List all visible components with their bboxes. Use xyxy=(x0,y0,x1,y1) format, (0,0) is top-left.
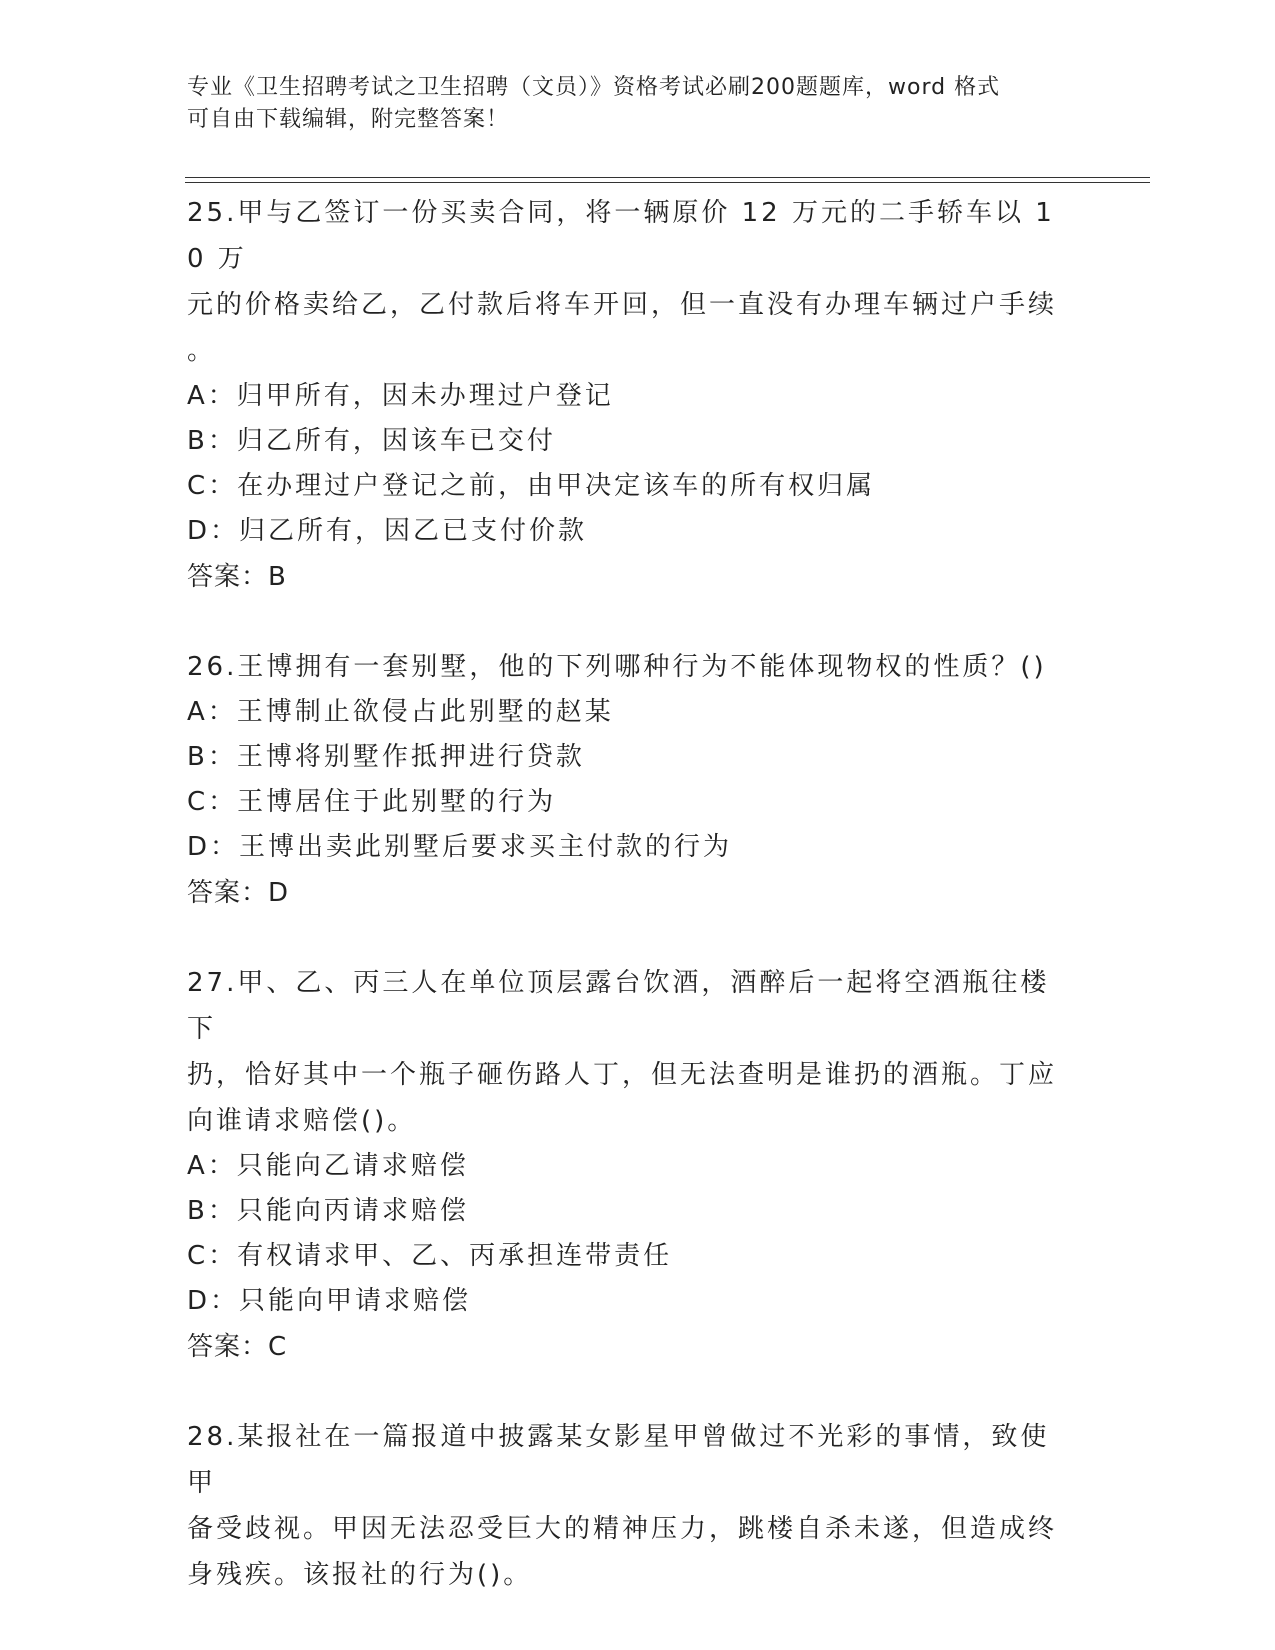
question-text-line: 。 xyxy=(187,336,217,366)
option-b: B：只能向丙请求赔偿 xyxy=(187,1196,469,1226)
spacer xyxy=(187,1370,1087,1414)
spacer xyxy=(187,600,1087,644)
question-26 xyxy=(187,644,1087,916)
question-text-line: 26.王博拥有一套别墅，他的下列哪种行为不能体现物权的性质？() xyxy=(187,652,1047,682)
question-text xyxy=(187,190,1067,374)
option-a: A：只能向乙请求赔偿 xyxy=(187,1151,469,1181)
question-text-line: 28.某报社在一篇报道中披露某女影星甲曾做过不光彩的事情，致使甲 xyxy=(187,1422,1050,1498)
question-text xyxy=(187,960,1067,1144)
question-text xyxy=(187,1414,1067,1598)
option-c: C：王博居住于此别墅的行为 xyxy=(187,787,557,817)
spacer xyxy=(187,916,1087,960)
header-divider-bottom xyxy=(185,182,1150,183)
option-b: B：归乙所有，因该车已交付 xyxy=(187,426,556,456)
answer-line: 答案：D xyxy=(187,878,290,908)
question-text-line: 27.甲、乙、丙三人在单位顶层露台饮酒，酒醉后一起将空酒瓶往楼下 xyxy=(187,968,1050,1044)
header-title-line-1: 专业《卫生招聘考试之卫生招聘（文员）》资格考试必刷200题题库，word 格式 xyxy=(187,75,1001,100)
option-a: A：归甲所有，因未办理过户登记 xyxy=(187,381,614,411)
option-c: C：有权请求甲、乙、丙承担连带责任 xyxy=(187,1241,673,1271)
question-text-line: 向谁请求赔偿()。 xyxy=(187,1106,417,1136)
question-27 xyxy=(187,960,1087,1370)
option-d: D：王博出卖此别墅后要求买主付款的行为 xyxy=(187,832,733,862)
question-text-line: 身残疾。该报社的行为()。 xyxy=(187,1560,533,1590)
question-25 xyxy=(187,190,1087,600)
question-28 xyxy=(187,1414,1087,1598)
option-d: D：归乙所有，因乙已支付价款 xyxy=(187,516,588,546)
question-text-line: 备受歧视。甲因无法忍受巨大的精神压力，跳楼自杀未遂，但造成终 xyxy=(187,1514,1058,1544)
header-divider-top xyxy=(185,177,1150,178)
header-title-line-2: 可自由下载编辑，附完整答案！ xyxy=(187,107,510,132)
question-text-line: 25.甲与乙签订一份买卖合同，将一辆原价 12 万元的二手轿车以 10 万 xyxy=(187,198,1055,274)
question-text-line: 扔，恰好其中一个瓶子砸伤路人丁，但无法查明是谁扔的酒瓶。丁应 xyxy=(187,1060,1058,1090)
answer-line: 答案：B xyxy=(187,562,287,592)
question-text-line: 元的价格卖给乙，乙付款后将车开回，但一直没有办理车辆过户手续 xyxy=(187,290,1058,320)
option-a: A：王博制止欲侵占此别墅的赵某 xyxy=(187,697,614,727)
option-b: B：王博将别墅作抵押进行贷款 xyxy=(187,742,585,772)
question-text xyxy=(187,644,1067,690)
document-header xyxy=(187,72,1067,136)
option-d: D：只能向甲请求赔偿 xyxy=(187,1286,472,1316)
question-list xyxy=(187,190,1087,1598)
answer-line: 答案：C xyxy=(187,1332,288,1362)
option-c: C：在办理过户登记之前，由甲决定该车的所有权归属 xyxy=(187,471,876,501)
